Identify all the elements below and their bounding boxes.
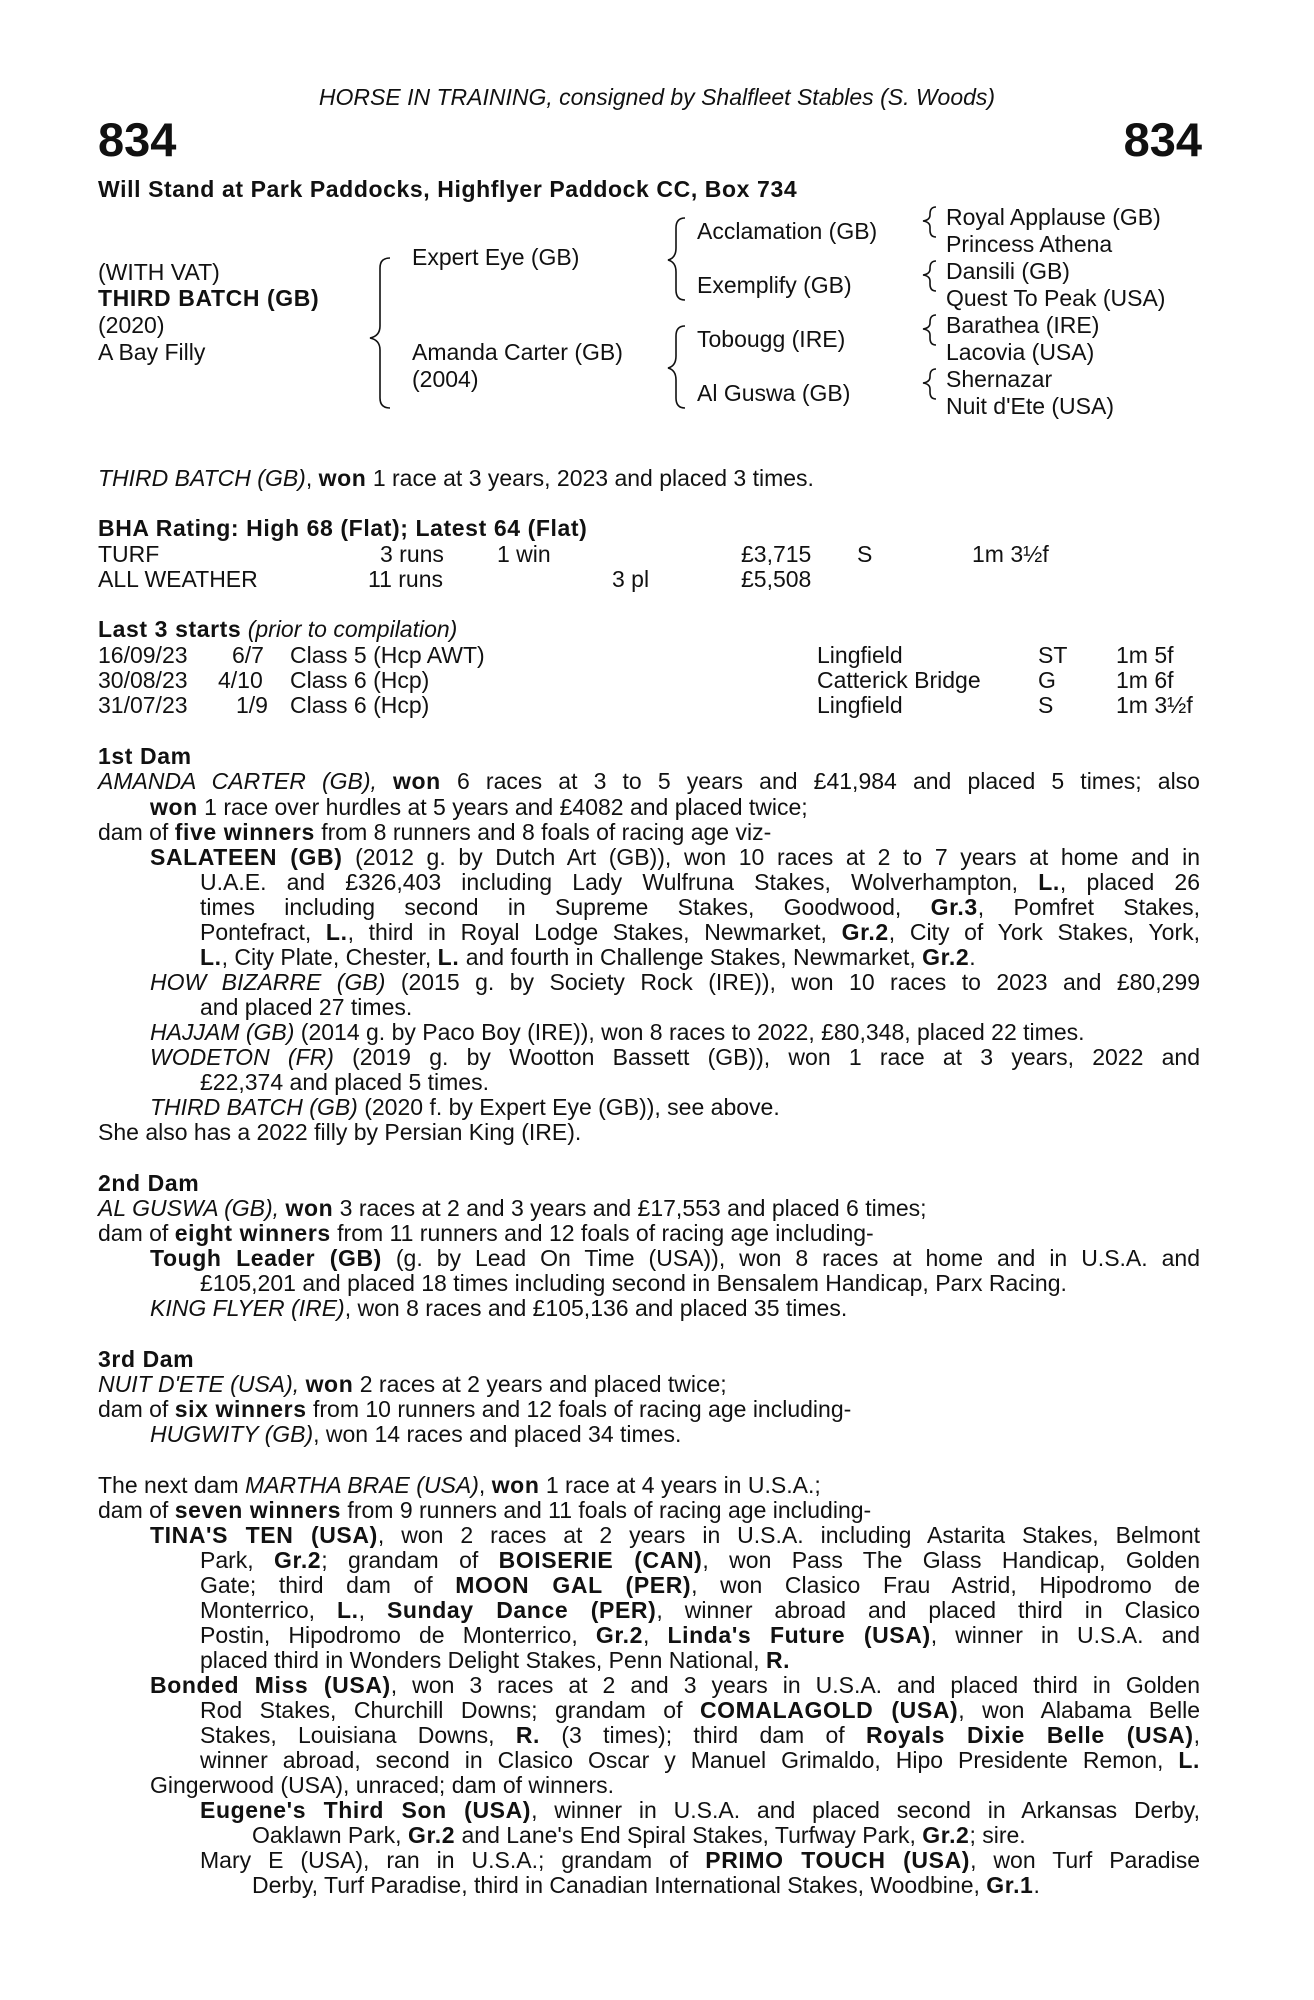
grade-label: Gr.2 [841,919,889,945]
dam-dam: Al Guswa (GB) [697,380,851,406]
tinas-ten-line [200,1572,1200,1598]
horse-name-bold: PRIMO TOUCH (USA) [705,1847,971,1873]
summary-won: won [318,465,367,491]
grade-label: Gr.3 [930,894,978,920]
vat-label: (WITH VAT) [98,259,220,285]
wodeton-text: £22,374 and placed 5 times. [200,1069,489,1095]
g3-6: Lacovia (USA) [946,339,1095,365]
salateen-line [200,869,1200,895]
horse-name-bold: Sunday Dance (PER) [386,1597,657,1623]
summary-name: THIRD BATCH (GB) [98,465,306,491]
how-bizarre-text: and placed 27 times. [200,994,413,1020]
g3-2: Princess Athena [946,231,1113,257]
hajjam-text: (2014 g. by Paco Boy (IRE)), won 8 races to 2022, £80,348, placed 22 times. [294,1019,1085,1045]
last-starts-title: Last 3 starts [98,616,242,642]
dam2-name: AL GUSWA (GB), [98,1195,286,1221]
nextdam-winners: seven winners [174,1497,342,1523]
start-distance: 1m 6f [1116,667,1174,693]
horse-name-bold: BOISERIE (CAN) [498,1547,703,1573]
start-position: 6/7 [232,642,264,668]
third-batch-line [150,1094,780,1120]
salateen-line [150,844,1200,870]
g3-7: Shernazar [946,366,1053,392]
start-date: 16/09/23 [98,642,188,668]
how-bizarre-name: HOW BIZARRE (GB) [150,969,386,995]
mary-e-line [200,1847,1200,1873]
summary-line: THIRD BATCH (GB), won 1 race at 3 years, 2023 and placed 3 times. [98,465,814,491]
turf-runs: 3 runs [380,541,444,567]
bonded-miss-text: , [1193,1722,1200,1748]
dam1-line [98,768,1200,794]
tinas-ten-line [150,1522,1200,1548]
grade-label: Gr.2 [922,944,970,970]
grade-label: Gr.2 [274,1547,322,1573]
dam2-winners: eight winners [174,1220,331,1246]
sire-dam: Exemplify (GB) [697,272,852,298]
horse-name: THIRD BATCH (GB) [98,285,320,311]
tough-leader-line [150,1245,1200,1271]
bonded-miss-text: (3 times); third dam of [540,1722,867,1748]
nextdam-line [98,1497,871,1523]
king-flyer-text: , won 8 races and £105,136 and placed 35 times. [344,1295,848,1321]
dam1-name: AMANDA CARTER (GB), [98,768,394,794]
mary-e-line [252,1872,1040,1898]
hajjam-line [150,1019,1085,1045]
king-flyer-line [150,1295,847,1321]
bonded-miss-text: Rod Stakes, Churchill Downs; grandam of [200,1697,700,1723]
eugene-line [200,1797,1200,1823]
dam1-heading: 1st Dam [98,743,192,769]
start-going: G [1038,667,1056,693]
hugwity-text: , won 14 races and placed 34 times. [313,1421,682,1447]
start-position: 1/9 [236,692,268,718]
salateen-text: , City of York Stakes, York, [888,919,1201,945]
aw-runs: 11 runs [368,566,444,592]
aw-placed: 3 pl [612,566,650,592]
salateen-text: , City Plate, Chester, [221,944,438,970]
horse-year: (2020) [98,312,165,338]
g3-1: Royal Applause (GB) [946,204,1161,230]
start-race: Class 6 (Hcp) [290,692,430,718]
dam-year: (2004) [412,366,479,392]
grade-label: Gr.2 [407,1822,456,1848]
last-starts-heading [98,616,457,642]
bonded-miss-text: Stakes, Louisiana Downs, [200,1722,516,1748]
tinas-ten-text: Gate; third dam of [200,1572,456,1598]
sire-sire: Acclamation (GB) [697,218,878,244]
g3-4: Quest To Peak (USA) [946,285,1166,311]
mary-e-text: , won Turf Paradise [970,1847,1200,1873]
grade-label: L. [200,944,222,970]
bonded-miss-line [200,1722,1200,1748]
wodeton-text: (2019 g. by Wootton Bassett (GB)), won 1 race at 3 years, 2022 and [333,1044,1200,1070]
bonded-miss-name: Bonded Miss (USA) [150,1672,391,1698]
dam1-text: dam of [98,819,175,845]
dam1-text: from 8 runners and 8 foals of racing age viz- [314,819,772,845]
tough-leader-name: Tough Leader (GB) [150,1245,382,1271]
dam3-text: dam of [98,1396,175,1422]
start-date: 30/08/23 [98,667,188,693]
grade-label: Gr.1 [986,1872,1034,1898]
gingerwood-line: Gingerwood (USA), unraced; dam of winners. [150,1772,615,1798]
nextdam-text: from 9 runners and 11 foals of racing age including- [341,1497,872,1523]
dam-sire: Tobougg (IRE) [697,326,846,352]
turf-money: £3,715 [741,541,812,567]
wodeton-name: WODETON (FR) [150,1044,334,1070]
salateen-text: and fourth in Challenge Stakes, Newmarket, [459,944,923,970]
g3-5: Barathea (IRE) [946,312,1100,338]
dam2-line [98,1220,874,1246]
bonded-miss-line [200,1747,1200,1773]
start-distance: 1m 3½f [1116,692,1193,718]
hajjam-name: HAJJAM (GB) [150,1019,295,1045]
dam1-winners: five winners [174,819,315,845]
dam3-line [98,1396,851,1422]
nextdam-text: The next dam [98,1472,246,1498]
how-bizarre-line [150,969,1200,995]
nextdam-name: MARTHA BRAE (USA) [245,1472,479,1498]
g3-8: Nuit d'Ete (USA) [946,393,1114,419]
third-batch-name: THIRD BATCH (GB) [150,1094,358,1120]
dam2-text: from 11 runners and 12 foals of racing age including- [330,1220,874,1246]
tinas-ten-text: , [358,1597,387,1623]
start-course: Lingfield [817,692,903,718]
nextdam-text: , [478,1472,492,1498]
king-flyer-name: KING FLYER (IRE) [150,1295,345,1321]
start-going: S [1038,692,1054,718]
grade-label: L. [437,944,460,970]
salateen-text: times including second in Supreme Stakes, Goodwood, [200,894,931,920]
hugwity-name: HUGWITY (GB) [150,1421,314,1447]
summary-rest: 1 race at 3 years, 2023 and placed 3 times. [372,465,814,491]
dam1-line [150,794,808,820]
tinas-ten-name: TINA'S TEN (USA) [150,1522,378,1548]
third-batch-text: (2020 f. by Expert Eye (GB)), see above. [357,1094,780,1120]
lot-number-right: 834 [1123,113,1202,166]
tinas-ten-text: , winner in U.S.A. and [930,1622,1200,1648]
dam3-heading: 3rd Dam [98,1346,195,1372]
tinas-ten-text: , [642,1622,668,1648]
stand-line: Will Stand at Park Paddocks, Highflyer Paddock CC, Box 734 [98,176,798,202]
tinas-ten-line [200,1547,1200,1573]
turf-wins: 1 win [497,541,551,567]
tough-leader-text: £105,201 and placed 18 times including second in Bensalem Handicap, Parx Racing. [200,1270,1067,1296]
nextdam-text: 1 race at 4 years in U.S.A.; [539,1472,821,1498]
salateen-text: . [969,944,976,970]
nextdam-line [98,1472,821,1498]
bonded-miss-line [150,1672,1200,1698]
grade-label: R. [765,1647,791,1673]
bonded-miss-text: , won 3 races at 2 and 3 years in U.S.A. and placed third in Golden [390,1672,1200,1698]
tinas-ten-line [200,1597,1200,1623]
dam1-line [98,819,771,845]
turf-distance: 1m 3½f [972,541,1049,567]
tinas-ten-text: Park, [200,1547,275,1573]
mary-e-text: Mary E (USA), ran in U.S.A.; grandam of [200,1847,706,1873]
salateen-line [200,919,1200,945]
start-race: Class 5 (Hcp AWT) [290,642,485,668]
tinas-ten-text: ; grandam of [321,1547,499,1573]
grade-label: L. [325,919,348,945]
start-date: 31/07/23 [98,692,188,718]
dam1-won: won [393,768,441,794]
eugene-text: and Lane's End Spiral Stakes, Turfway Park, [455,1822,923,1848]
salateen-text: , third in Royal Lodge Stakes, Newmarket, [347,919,842,945]
eugene-text: , winner in U.S.A. and placed second in Arkansas Derby, [531,1797,1200,1823]
horse-description: A Bay Filly [98,339,206,365]
tinas-ten-line [200,1647,790,1673]
lot-number-left: 834 [98,113,177,166]
eugene-name: Eugene's Third Son (USA) [200,1797,532,1823]
grade-label: L. [1178,1747,1200,1773]
tinas-ten-text: , won 2 races at 2 years in U.S.A. including Astarita Stakes, Belmont [377,1522,1201,1548]
mary-e-text: . [1033,1872,1040,1898]
salateen-text: U.A.E. and £326,403 including Lady Wulfruna Stakes, Wolverhampton, [200,869,1039,895]
turf-label: TURF [98,541,160,567]
bonded-miss-line [200,1697,1200,1723]
mary-e-text: Derby, Turf Paradise, third in Canadian International Stakes, Woodbine, [252,1872,987,1898]
dam3-text: 2 races at 2 years and placed twice; [353,1371,727,1397]
pedigree-braces [0,0,1314,440]
tinas-ten-text: , won Pass The Glass Handicap, Golden [702,1547,1200,1573]
salateen-name: SALATEEN (GB) [150,844,343,870]
tinas-ten-text: , winner abroad and placed third in Clasico [656,1597,1200,1623]
nextdam-text: dam of [98,1497,175,1523]
grade-label: L. [336,1597,359,1623]
dam3-line [98,1371,727,1397]
rating-title: BHA Rating: High 68 (Flat); Latest 64 (Flat) [98,515,588,541]
dam3-won: won [305,1371,354,1397]
bonded-miss-text: winner abroad, second in Clasico Oscar y Manuel Grimaldo, Hipo Presidente Remon, [200,1747,1179,1773]
start-going: ST [1038,642,1068,668]
dam2-text: dam of [98,1220,175,1246]
horse-name-bold: Royals Dixie Belle (USA) [866,1722,1194,1748]
sire: Expert Eye (GB) [412,244,580,270]
tinas-ten-line [200,1622,1200,1648]
grade-label: Gr.2 [922,1822,970,1848]
consigned-line: HORSE IN TRAINING, consigned by Shalfleet Stables (S. Woods) [318,84,996,110]
aw-money: £5,508 [741,566,812,592]
bonded-miss-text: , won Alabama Belle [958,1697,1200,1723]
salateen-line [200,944,976,970]
horse-name-bold: Linda's Future (USA) [667,1622,931,1648]
nextdam-won: won [491,1472,540,1498]
g3-3: Dansili (GB) [946,258,1070,284]
dam2-text: 3 races at 2 and 3 years and £17,553 and placed 6 times; [333,1195,927,1221]
dam2-line [98,1195,927,1221]
aw-label: ALL WEATHER [98,566,258,592]
dam3-name: NUIT D'ETE (USA), [98,1371,306,1397]
dam1-text: 6 races at 3 to 5 years and £41,984 and placed 5 times; also [440,768,1200,794]
eugene-text: Oaklawn Park, [252,1822,408,1848]
dam1-also: She also has a 2022 filly by Persian King (IRE). [98,1119,582,1145]
start-position: 4/10 [218,667,263,693]
dam2-heading: 2nd Dam [98,1170,200,1196]
last-starts-note: (prior to compilation) [247,616,458,642]
salateen-text: (2012 g. by Dutch Art (GB)), won 10 races at 2 to 7 years at home and in [342,844,1200,870]
start-race: Class 6 (Hcp) [290,667,430,693]
turf-going: S [857,541,873,567]
grade-label: R. [515,1722,541,1748]
tinas-ten-text: placed third in Wonders Delight Stakes, Penn National, [200,1647,766,1673]
start-course: Catterick Bridge [817,667,981,693]
hugwity-line [150,1421,681,1447]
eugene-text: ; sire. [969,1822,1026,1848]
horse-name-bold: COMALAGOLD (USA) [699,1697,959,1723]
dam1-won: won [150,794,198,820]
salateen-text: Pontefract, [200,919,326,945]
salateen-text: , Pomfret Stakes, [977,894,1200,920]
salateen-text: , placed 26 [1059,869,1201,895]
dam3-text: from 10 runners and 12 foals of racing age including- [306,1396,852,1422]
dam1-text: 1 race over hurdles at 5 years and £4082 and placed twice; [197,794,808,820]
wodeton-line [150,1044,1200,1070]
tough-leader-text: (g. by Lead On Time (USA)), won 8 races at home and in U.S.A. and [381,1245,1200,1271]
tinas-ten-text: Postin, Hipodromo de Monterrico, [200,1622,596,1648]
grade-label: Gr.2 [595,1622,643,1648]
start-course: Lingfield [817,642,903,668]
dam: Amanda Carter (GB) [412,339,623,365]
how-bizarre-text: (2015 g. by Society Rock (IRE)), won 10 races to 2023 and £80,299 [385,969,1200,995]
tinas-ten-text: Monterrico, [200,1597,337,1623]
dam2-won: won [285,1195,334,1221]
salateen-line [200,894,1200,920]
start-distance: 1m 5f [1116,642,1174,668]
dam3-winners: six winners [174,1396,307,1422]
eugene-line [252,1822,1026,1848]
horse-name-bold: MOON GAL (PER) [455,1572,692,1598]
grade-label: L. [1038,869,1060,895]
tinas-ten-text: , won Clasico Frau Astrid, Hipodromo de [691,1572,1200,1598]
